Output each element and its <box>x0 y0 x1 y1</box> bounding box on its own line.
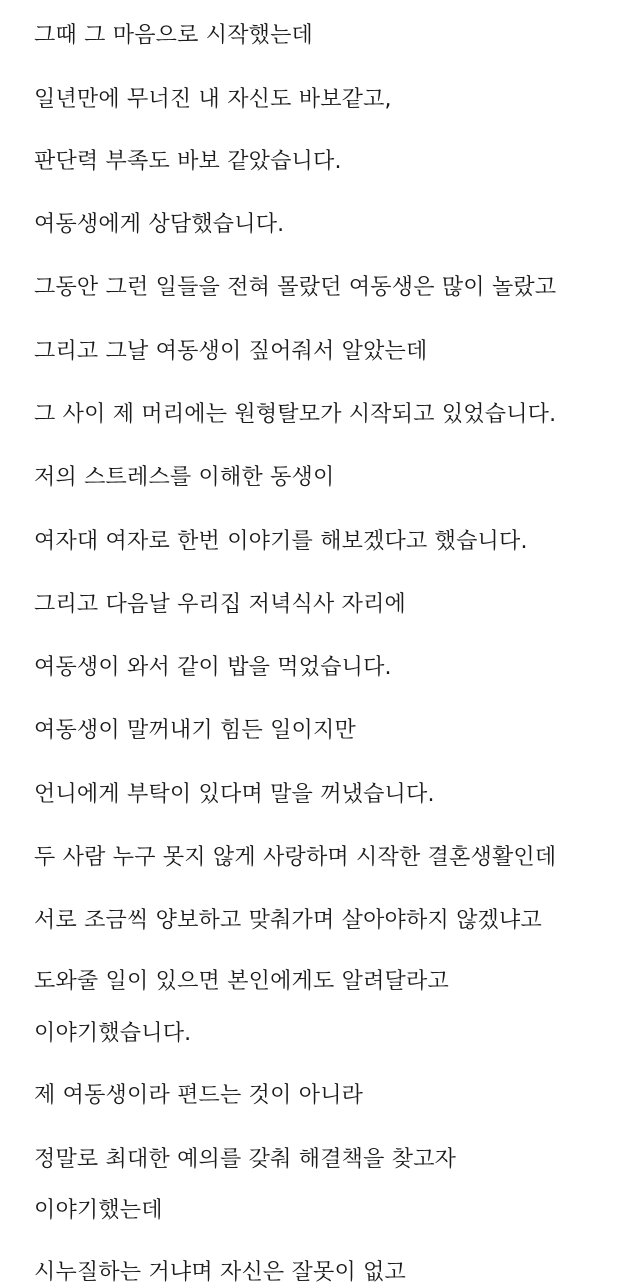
text-line: 일년만에 무너진 내 자신도 바보같고, <box>34 87 392 112</box>
text-line: 서로 조금씩 양보하고 맞춰가며 살아야하지 않겠냐고 <box>34 908 542 933</box>
text-line: 그 사이 제 머리에는 원형탈모가 시작되고 있었습니다. <box>34 402 557 427</box>
text-line: 판단력 부족도 바보 같았습니다. <box>34 149 342 174</box>
text-line: 여동생이 와서 같이 밥을 먹었습니다. <box>34 655 392 680</box>
text-line: 그때 그 마음으로 시작했는데 <box>34 23 314 48</box>
text-line: 여동생이 말꺼내기 힘든 일이지만 <box>34 718 356 743</box>
text-line: 이야기했습니다. <box>34 1021 192 1046</box>
text-line: 두 사람 누구 못지 않게 사랑하며 시작한 결혼생활인데 <box>34 845 557 870</box>
text-line: 언니에게 부탁이 있다며 말을 꺼냈습니다. <box>34 782 435 807</box>
text-line: 그리고 그날 여동생이 짚어줘서 알았는데 <box>34 339 428 364</box>
text-line: 이야기했는데 <box>34 1198 163 1223</box>
text-line: 여자대 여자로 한번 이야기를 해보겠다고 했습니다. <box>34 529 528 554</box>
text-line: 그리고 다음날 우리집 저녁식사 자리에 <box>34 592 407 617</box>
text-line: 저의 스트레스를 이해한 동생이 <box>34 465 335 490</box>
text-line: 시누질하는 거냐며 자신은 잘못이 없고 <box>34 1260 407 1285</box>
text-line: 도와줄 일이 있으면 본인에게도 알려달라고 <box>34 969 449 994</box>
text-line: 정말로 최대한 예의를 갖춰 해결책을 찾고자 <box>34 1147 457 1172</box>
text-line: 그동안 그런 일들을 전혀 몰랐던 여동생은 많이 놀랐고 <box>34 275 557 300</box>
text-line: 여동생에게 상담했습니다. <box>34 212 285 237</box>
text-line: 제 여동생이라 편드는 것이 아니라 <box>34 1083 364 1108</box>
